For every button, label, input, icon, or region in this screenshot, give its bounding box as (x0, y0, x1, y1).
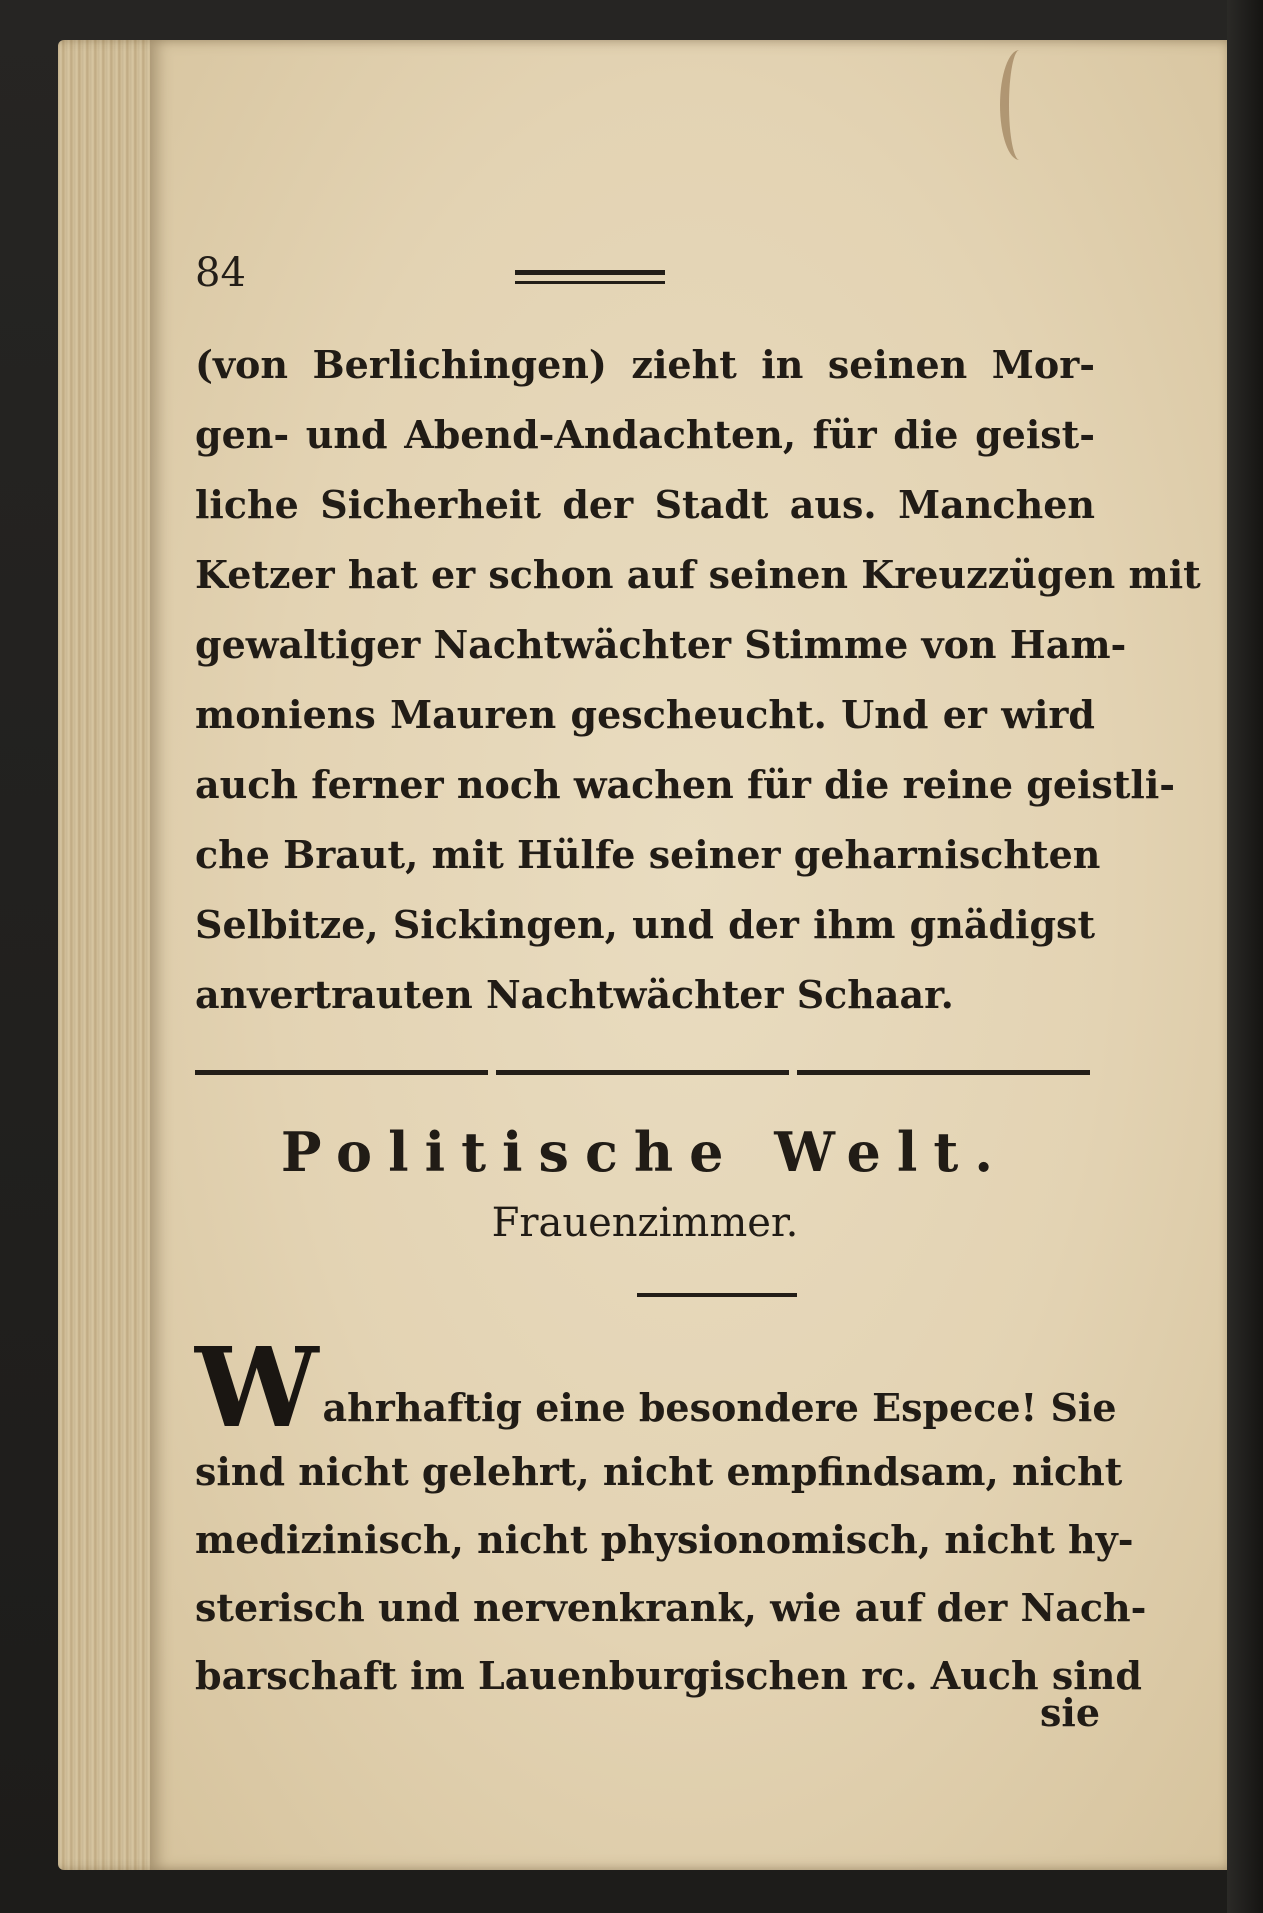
text-line: sterisch und nervenkrank, wie auf der Nach- (195, 1585, 1147, 1630)
first-line (195, 1323, 1117, 1452)
text-line: gen- und Abend-Andachten, für die geist- (195, 412, 1095, 457)
page-header (195, 250, 1125, 310)
catchword: sie (1040, 1690, 1101, 1735)
rule-segment (195, 1070, 488, 1075)
text-line: Ketzer hat er schon auf seinen Kreuzzügen mit (195, 552, 1201, 597)
paragraph-new (195, 1323, 1147, 1710)
paper-stain (1000, 50, 1039, 160)
drop-cap: W (195, 1323, 319, 1452)
text-line: gewaltiger Nachtwächter Stimme von Ham- (195, 622, 1127, 667)
text-line: sind nicht gelehrt, nicht empfindsam, nicht (195, 1449, 1123, 1494)
subheading-rule (637, 1293, 797, 1297)
paragraph-continued (195, 330, 1201, 1030)
facing-page-edge (1227, 0, 1263, 1913)
section-heading: Politische Welt. (280, 1120, 1010, 1184)
text-line: anvertrauten Nachtwächter Schaar. (195, 972, 954, 1017)
text-line: ahrhaftig eine besondere Espece! Sie (322, 1385, 1117, 1430)
text-line: medizinisch, nicht physionomisch, nicht hy- (195, 1517, 1134, 1562)
text-line: che Braut, mit Hülfe seiner geharnischten (195, 832, 1101, 877)
text-line: (von Berlichingen) zieht in seinen Mor- (195, 342, 1095, 387)
header-ornament-rule (515, 270, 665, 284)
section-subheading: Frauenzimmer. (491, 1200, 799, 1246)
text-line: barschaft im Lauenburgischen rc. Auch sind (195, 1653, 1142, 1698)
text-line: liche Sicherheit der Stadt aus. Manchen (195, 482, 1095, 527)
rule-segment (797, 1070, 1090, 1075)
page-number: 84 (195, 250, 246, 296)
text-line: auch ferner noch wachen für die reine geistli- (195, 762, 1176, 807)
text-line: Selbitze, Sickingen, und der ihm gnädigst (195, 902, 1095, 947)
text-line: moniens Mauren gescheucht. Und er wird (195, 692, 1095, 737)
section-divider-rule (195, 1070, 1090, 1076)
rule-segment (496, 1070, 789, 1075)
